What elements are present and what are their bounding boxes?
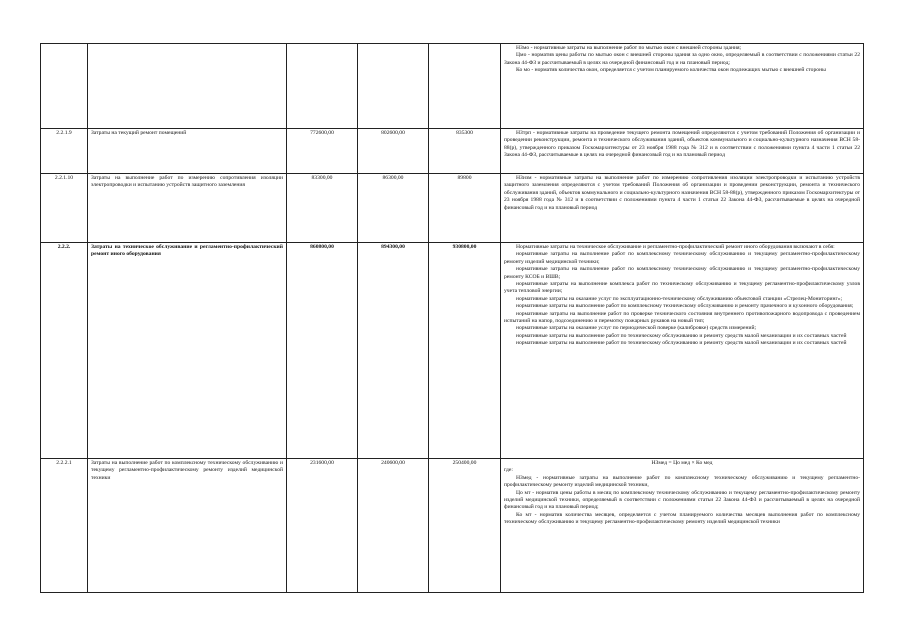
- table-row: [41, 129, 864, 174]
- item-description: [501, 243, 864, 459]
- amount-year-3: 930800,00: [429, 243, 501, 459]
- description-paragraph: Ко мт - норматив количества месяцев, определяется с учетом планируемого количества месяцев выполнения работ по комплексному техническому обслуживанию и текущему регламентно-профилактическому ремонту изделий медицинской техники: [504, 511, 860, 526]
- description-paragraph: нормативные затраты на выполнение работ по проверке технического состояния внутреннего противопожарного водопровода с проведением испытаний на напор, подсоединению и перемотку пожарных рукавов на новый тип;: [504, 310, 860, 325]
- item-number: 2.2.2.1: [41, 459, 88, 593]
- amount-year-1: 860800,00: [287, 243, 358, 459]
- amount-year-2: 802600,00: [358, 129, 429, 174]
- table-body: [41, 44, 864, 593]
- table-row: [41, 243, 864, 459]
- item-name: Затраты на техническое обслуживание и регламентно-профилактический ремонт иного оборудования: [88, 243, 287, 459]
- table-row: [41, 44, 864, 129]
- description-paragraph: НЗизм - нормативные затраты на выполнение работ по измерению сопротивления изоляции электропроводки и испытанию устройств защитного заземления определяются с учетом требований Положения об организации и проведении реконструкции, ремонта и технического обслуживания зданий, объектов коммунального и социально-культурного назначения ВСН 58-88(р), утвержденного приказом Госкомархитектуры от 23 ноября 1988 года № 312 и в соответствии с положениями пункта 4 части 1 статьи 22 Закона 44-ФЗ, рассчитываемые в целях на очередной финансовый год и на плановый период: [504, 175, 860, 211]
- item-number: 2.2.1.10: [41, 174, 88, 243]
- description-paragraph: Цмо - норматив цены работы по мытью окон с внешней стороны здания за одно окно, определяемый в соответствии с положениями статьи 22 Закона 44-ФЗ и рассчитываемый в целях на очередной финансовый год и на плановый период;: [504, 52, 860, 66]
- item-description: [501, 174, 864, 243]
- item-description: [501, 129, 864, 174]
- formula: НЗмед = Цо мед × Ко мед: [651, 460, 713, 466]
- description-paragraph: нормативные затраты на выполнение комплекса работ по техническому обслуживанию и текущему регламентно-профилактическому узлов учета тепловой энергии;: [504, 281, 860, 295]
- amount-year-2: [358, 44, 429, 129]
- amount-year-2: 86300,00: [358, 174, 429, 243]
- amount-year-2: 894300,00: [358, 243, 429, 459]
- description-paragraph: Нормативные затраты на техническое обслуживание и регламентно-профилактический ремонт иного оборудования включают в себя:: [516, 244, 835, 250]
- amount-year-1: 83300,00: [287, 174, 358, 243]
- item-name: Затраты на текущий ремонт помещений: [88, 129, 287, 174]
- description-paragraph: нормативные затраты на выполнение работ по техническому обслуживанию и ремонту средств малой механизации и их составных частей: [516, 332, 847, 339]
- amount-year-1: [287, 44, 358, 129]
- item-number: 2.2.1.9: [41, 129, 88, 174]
- amount-year-3: [429, 44, 501, 129]
- amount-year-3: 835300: [429, 129, 501, 174]
- description-paragraph: Ко мо - норматив количества окон, определяется с учетом планируемого количества окон подлежащих мытью с внешней стороны: [516, 67, 826, 74]
- description-paragraph: НЗмо - нормативные затраты на выполнение работ по мытью окон с внешней стороны здания;: [516, 45, 742, 51]
- amount-year-1: 231600,00: [287, 459, 358, 593]
- cost-norms-table: [40, 43, 864, 593]
- description-paragraph: нормативные затраты на выполнение работ по комплексному техническому обслуживанию и текущему регламентно-профилактическому ремонту изделий медицинской техники;: [504, 251, 860, 265]
- amount-year-2: 240600,00: [358, 459, 429, 593]
- item-description: [501, 44, 864, 129]
- description-paragraph: нормативные затраты на выполнение работ по комплексному техническому обслуживанию и ремонту прачечного и кухонного оборудования;: [516, 303, 854, 310]
- description-paragraph: НЗмед - нормативные затраты на выполнение работ по комплексному техническому обслуживанию и текущему регламентно-профилактическому ремонту изделий медицинской техники,: [504, 474, 860, 489]
- item-name: [88, 44, 287, 129]
- item-name: Затраты на выполнение работ по измерению сопротивления изоляции электропроводки и испытанию устройств защитного заземления: [88, 174, 287, 243]
- description-paragraph: нормативные затраты на оказание услуг по эксплуатационно-техническому обслуживанию объектовой станции «Стрелец-Мониторинг»;: [516, 295, 843, 302]
- amount-year-1: 772600,00: [287, 129, 358, 174]
- item-name: Затраты на выполнение работ по комплексному техническому обслуживанию и текущему регламентно-профилактическому ремонту изделий медицинской техники: [88, 459, 287, 593]
- description-paragraph: нормативные затраты на оказание услуг по периодической поверке (калибровке) средств измерений;: [516, 325, 757, 332]
- table-row: [41, 459, 864, 593]
- item-number: [41, 44, 88, 129]
- description-paragraph: нормативные затраты на выполнение работ по комплексному техническому обслуживанию и текущему регламентно-профилактическому ремонту КСОБ и ВШВ;: [504, 266, 860, 280]
- description-lead: где:: [504, 467, 513, 474]
- description-paragraph: НЗтрп - нормативные затраты на проведение текущего ремонта помещений определяются с учетом требований Положения об организации и проведении реконструкции, ремонта и технического обслуживания зданий, объектов коммунального и социально-культурного назначения ВСН 58-88(р), утвержденного приказом Госкомархитектуры от 23 ноября 1988 года № 312 и в соответствии с положениями пункта 4 части 1 статьи 22 Закона 44-ФЗ, рассчитываемые в целях на очередной финансовый год и на плановый период: [504, 130, 860, 159]
- amount-year-3: 89800: [429, 174, 501, 243]
- description-paragraph: нормативные затраты на выполнение работ по техническому обслуживанию и ремонту средств малой механизации и их составных частей: [516, 340, 847, 347]
- table-row: [41, 174, 864, 243]
- amount-year-3: 250400,00: [429, 459, 501, 593]
- item-number: 2.2.2.: [41, 243, 88, 459]
- item-description: [501, 459, 864, 593]
- description-paragraph: Цо мт - норматив цены работы в месяц по комплексному техническому обслуживанию и текущему регламентно-профилактическому ремонту изделий медицинской техники, определяемый в соответствии с положениями статьи 22 Закона 44-ФЗ и рассчитываемый в целях на очередной финансовый год и на плановый период;: [504, 489, 860, 511]
